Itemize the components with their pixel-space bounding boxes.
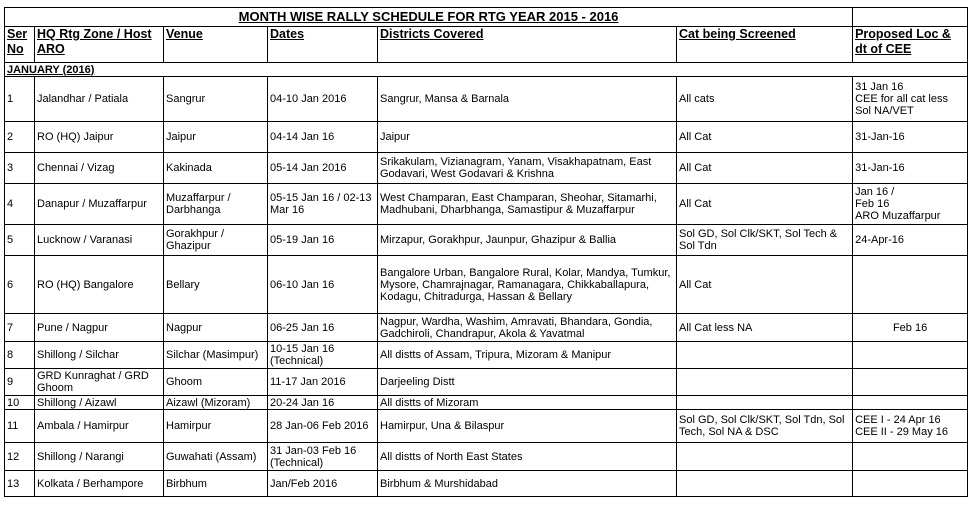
cell-ser: 9 (5, 369, 35, 396)
cell-cat: All Cat (677, 184, 853, 225)
cell-dates: 04-10 Jan 2016 (268, 77, 378, 122)
cell-districts: All distts of North East States (378, 443, 677, 471)
cell-dates: 31 Jan-03 Feb 16 (Technical) (268, 443, 378, 471)
cell-ser: 12 (5, 443, 35, 471)
cell-cee: CEE I - 24 Apr 16 CEE II - 29 May 16 (853, 410, 968, 443)
cell-zone: Ambala / Hamirpur (35, 410, 164, 443)
cell-districts: All distts of Assam, Tripura, Mizoram & Manipur (378, 342, 677, 369)
cell-districts: Sangrur, Mansa & Barnala (378, 77, 677, 122)
cell-venue: Muzaffarpur / Darbhanga (164, 184, 268, 225)
cell-cat: Sol GD, Sol Clk/SKT, Sol Tech & Sol Tdn (677, 225, 853, 256)
cell-zone: GRD Kunraghat / GRD Ghoom (35, 369, 164, 396)
cell-cee (853, 471, 968, 497)
table-row (5, 443, 968, 471)
rally-schedule-table (4, 7, 968, 497)
cell-cee (853, 369, 968, 396)
cell-districts: Darjeeling Distt (378, 369, 677, 396)
cell-dates: 05-15 Jan 16 / 02-13 Mar 16 (268, 184, 378, 225)
cell-venue: Ghoom (164, 369, 268, 396)
cell-venue: Sangrur (164, 77, 268, 122)
cell-venue: Silchar (Masimpur) (164, 342, 268, 369)
cell-districts: Srikakulam, Vizianagram, Yanam, Visakhapatnam, East Godavari, West Godavari & Krishna (378, 153, 677, 184)
table-row (5, 122, 968, 153)
cell-ser: 3 (5, 153, 35, 184)
cell-zone: RO (HQ) Jaipur (35, 122, 164, 153)
header-row (5, 27, 968, 63)
cell-venue: Bellary (164, 256, 268, 314)
table-row (5, 369, 968, 396)
month-label: JANUARY (2016) (5, 63, 968, 77)
table-row (5, 225, 968, 256)
cell-venue: Aizawl (Mizoram) (164, 396, 268, 410)
cell-zone: Shillong / Silchar (35, 342, 164, 369)
cell-zone: Shillong / Aizawl (35, 396, 164, 410)
cell-dates: 04-14 Jan 16 (268, 122, 378, 153)
cell-dates: 06-10 Jan 16 (268, 256, 378, 314)
cell-cat: All Cat (677, 122, 853, 153)
cell-cee: 31-Jan-16 (853, 122, 968, 153)
cell-districts: West Champaran, East Champaran, Sheohar, Sitamarhi, Madhubani, Dharbhanga, Samastipur & Muzaffarpur (378, 184, 677, 225)
table-row (5, 396, 968, 410)
table-row (5, 342, 968, 369)
cell-zone: Kolkata / Berhampore (35, 471, 164, 497)
col-header-ser: Ser No (5, 27, 35, 63)
title-empty-cell (853, 8, 968, 27)
col-header-cat: Cat being Screened (677, 27, 853, 63)
cell-zone: Chennai / Vizag (35, 153, 164, 184)
table-row (5, 471, 968, 497)
col-header-venue: Venue (164, 27, 268, 63)
col-header-districts: Districts Covered (378, 27, 677, 63)
cell-cat (677, 396, 853, 410)
cell-zone: Lucknow / Varanasi (35, 225, 164, 256)
cell-cee: Jan 16 / Feb 16 ARO Muzaffarpur (853, 184, 968, 225)
cell-ser: 4 (5, 184, 35, 225)
cell-ser: 11 (5, 410, 35, 443)
cell-cat (677, 471, 853, 497)
cell-ser: 6 (5, 256, 35, 314)
table-row (5, 256, 968, 314)
cell-districts: Mirzapur, Gorakhpur, Jaunpur, Ghazipur & Ballia (378, 225, 677, 256)
title-row (5, 8, 968, 27)
cell-dates: 05-14 Jan 2016 (268, 153, 378, 184)
col-header-zone: HQ Rtg Zone / Host ARO (35, 27, 164, 63)
cell-ser: 10 (5, 396, 35, 410)
cell-venue: Jaipur (164, 122, 268, 153)
cell-cat: Sol GD, Sol Clk/SKT, Sol Tdn, Sol Tech, Sol NA & DSC (677, 410, 853, 443)
table-row (5, 314, 968, 342)
cell-districts: All distts of Mizoram (378, 396, 677, 410)
cell-ser: 7 (5, 314, 35, 342)
cell-venue: Birbhum (164, 471, 268, 497)
cell-dates: 06-25 Jan 16 (268, 314, 378, 342)
cell-venue: Hamirpur (164, 410, 268, 443)
cell-dates: 10-15 Jan 16 (Technical) (268, 342, 378, 369)
cell-zone: RO (HQ) Bangalore (35, 256, 164, 314)
cell-venue: Guwahati (Assam) (164, 443, 268, 471)
cell-cee (853, 342, 968, 369)
cell-dates: 05-19 Jan 16 (268, 225, 378, 256)
cell-districts: Nagpur, Wardha, Washim, Amravati, Bhandara, Gondia, Gadchiroli, Chandrapur, Akola & Yavatmal (378, 314, 677, 342)
cell-zone: Pune / Nagpur (35, 314, 164, 342)
col-header-dates: Dates (268, 27, 378, 63)
table-row (5, 77, 968, 122)
cell-zone: Shillong / Narangi (35, 443, 164, 471)
cell-ser: 2 (5, 122, 35, 153)
cell-cee (853, 256, 968, 314)
cell-cat: All Cat (677, 153, 853, 184)
table-row (5, 153, 968, 184)
cell-venue: Kakinada (164, 153, 268, 184)
cell-districts: Jaipur (378, 122, 677, 153)
cell-zone: Danapur / Muzaffarpur (35, 184, 164, 225)
cell-cat (677, 369, 853, 396)
schedule-rows (5, 77, 968, 497)
cell-districts: Birbhum & Murshidabad (378, 471, 677, 497)
cell-cat: All Cat (677, 256, 853, 314)
cell-venue: Nagpur (164, 314, 268, 342)
cell-cat (677, 443, 853, 471)
cell-districts: Hamirpur, Una & Bilaspur (378, 410, 677, 443)
cell-districts: Bangalore Urban, Bangalore Rural, Kolar, Mandya, Tumkur, Mysore, Chamrajnagar, Ramanagara, Chikkaballapura, Kodagu, Chitradurga, Hassan & Bellary (378, 256, 677, 314)
table-row (5, 184, 968, 225)
cell-cee (853, 396, 968, 410)
cell-dates: 28 Jan-06 Feb 2016 (268, 410, 378, 443)
cell-ser: 13 (5, 471, 35, 497)
cell-cat: All cats (677, 77, 853, 122)
cell-zone: Jalandhar / Patiala (35, 77, 164, 122)
cell-cee: 24-Apr-16 (853, 225, 968, 256)
cell-dates: 20-24 Jan 16 (268, 396, 378, 410)
cell-dates: 11-17 Jan 2016 (268, 369, 378, 396)
cell-cee: 31 Jan 16 CEE for all cat less Sol NA/VET (853, 77, 968, 122)
cell-cat: All Cat less NA (677, 314, 853, 342)
page-title: MONTH WISE RALLY SCHEDULE FOR RTG YEAR 2015 - 2016 (5, 8, 853, 27)
table-row (5, 410, 968, 443)
cell-cee: Feb 16 (853, 314, 968, 342)
col-header-cee: Proposed Loc & dt of CEE (853, 27, 968, 63)
cell-ser: 8 (5, 342, 35, 369)
cell-dates: Jan/Feb 2016 (268, 471, 378, 497)
cell-cat (677, 342, 853, 369)
cell-venue: Gorakhpur / Ghazipur (164, 225, 268, 256)
cell-ser: 5 (5, 225, 35, 256)
month-row (5, 63, 968, 77)
cell-ser: 1 (5, 77, 35, 122)
cell-cee (853, 443, 968, 471)
cell-cee: 31-Jan-16 (853, 153, 968, 184)
